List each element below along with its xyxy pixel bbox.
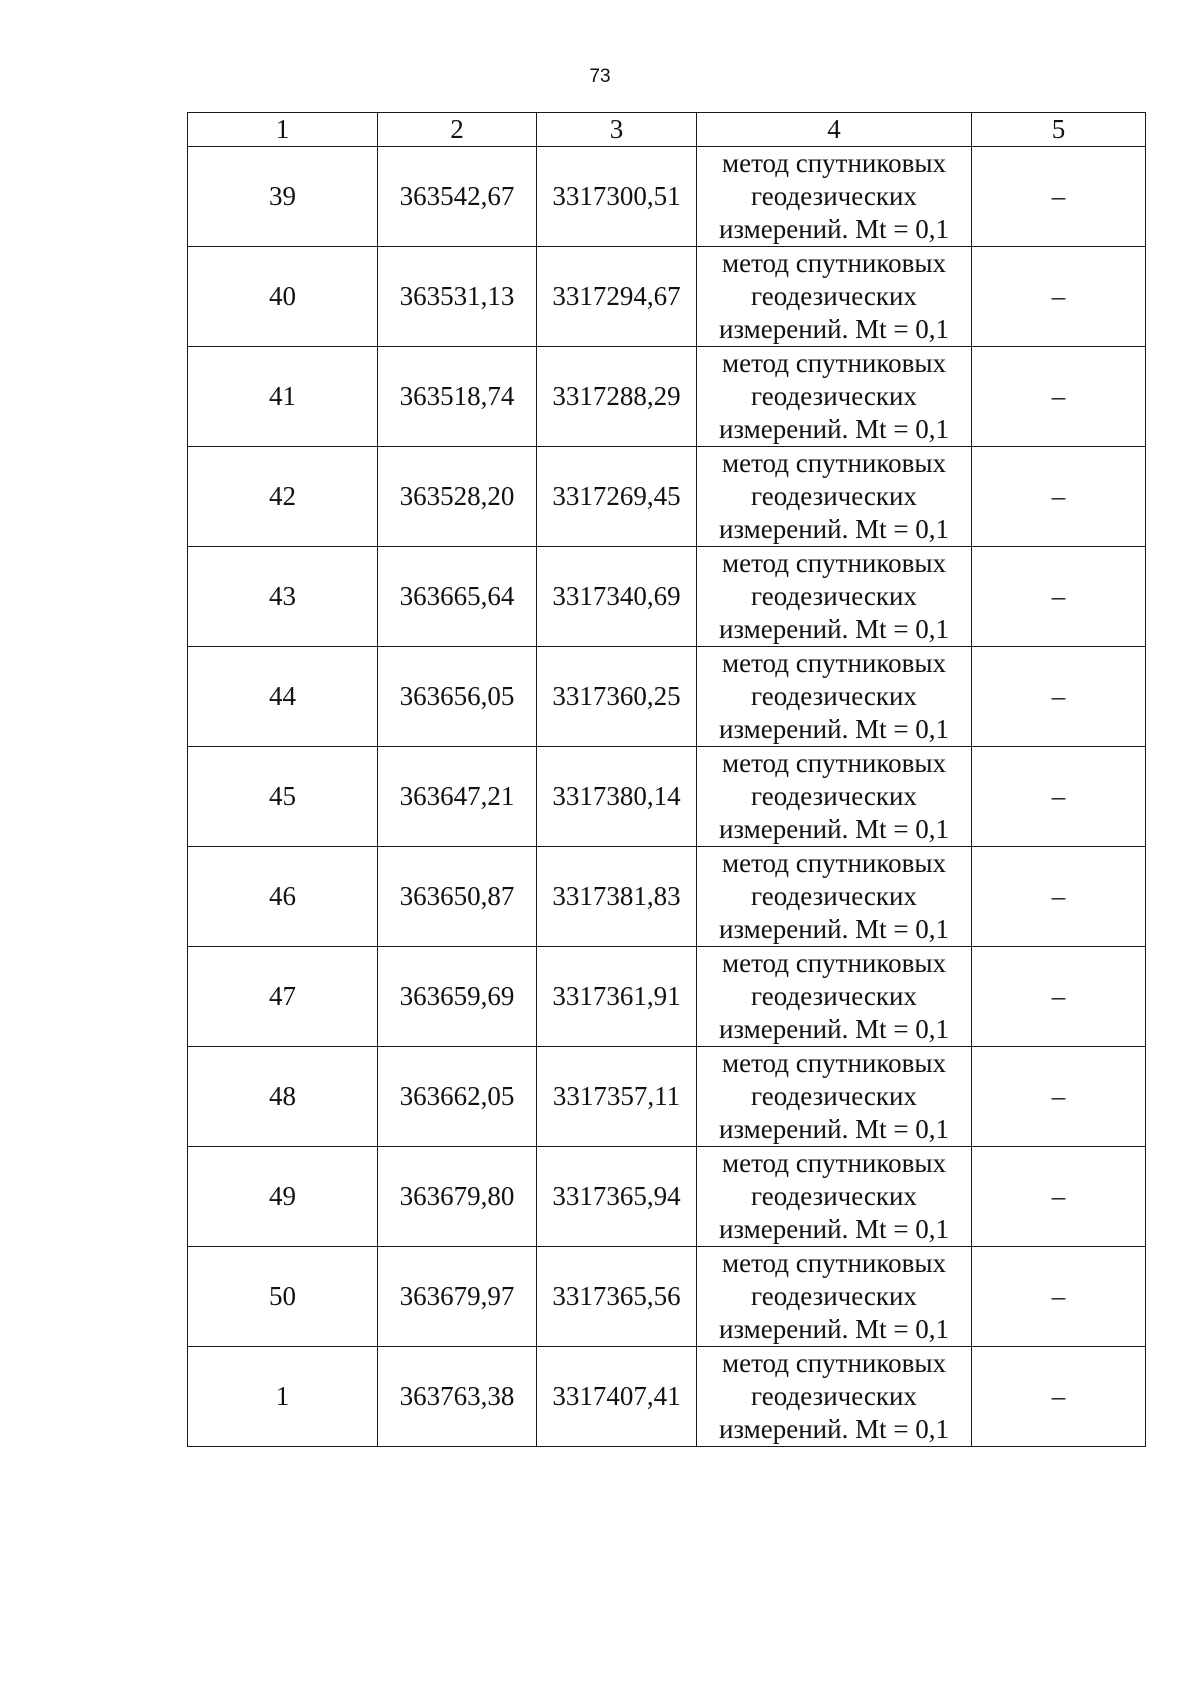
point-number-cell: 46 [188, 847, 378, 947]
method-cell [697, 147, 972, 247]
x-coordinate-cell: 363662,05 [378, 1047, 537, 1147]
table-row [188, 1347, 1146, 1447]
note-cell: – [972, 547, 1146, 647]
method-line: метод спутниковых [722, 248, 946, 278]
method-line: измерений. Mt = 0,1 [718, 1314, 950, 1344]
point-number-cell: 39 [188, 147, 378, 247]
table-row [188, 147, 1146, 247]
method-line: измерений. Mt = 0,1 [718, 314, 950, 344]
note-cell: – [972, 347, 1146, 447]
x-coordinate-cell: 363528,20 [378, 447, 537, 547]
table-row [188, 247, 1146, 347]
table-row [188, 847, 1146, 947]
y-coordinate-cell: 3317380,14 [537, 747, 697, 847]
table-row [188, 1047, 1146, 1147]
method-cell [697, 347, 972, 447]
method-cell [697, 247, 972, 347]
note-cell: – [972, 1247, 1146, 1347]
method-line: геодезических [751, 381, 917, 411]
method-line: геодезических [751, 581, 917, 611]
method-cell [697, 1047, 972, 1147]
method-line: геодезических [751, 1381, 917, 1411]
point-number-cell: 42 [188, 447, 378, 547]
method-line: метод спутниковых [722, 648, 946, 678]
y-coordinate-cell: 3317288,29 [537, 347, 697, 447]
x-coordinate-cell: 363656,05 [378, 647, 537, 747]
note-cell: – [972, 747, 1146, 847]
y-coordinate-cell: 3317381,83 [537, 847, 697, 947]
method-line: геодезических [751, 881, 917, 911]
note-cell: – [972, 1347, 1146, 1447]
method-line: геодезических [751, 481, 917, 511]
method-line: метод спутниковых [722, 948, 946, 978]
x-coordinate-cell: 363531,13 [378, 247, 537, 347]
method-line: геодезических [751, 1281, 917, 1311]
point-number-cell: 1 [188, 1347, 378, 1447]
method-line: измерений. Mt = 0,1 [718, 914, 950, 944]
point-number-cell: 47 [188, 947, 378, 1047]
note-cell: – [972, 147, 1146, 247]
y-coordinate-cell: 3317300,51 [537, 147, 697, 247]
method-cell [697, 1347, 972, 1447]
point-number-cell: 41 [188, 347, 378, 447]
y-coordinate-cell: 3317407,41 [537, 1347, 697, 1447]
column-header-5: 5 [972, 113, 1146, 147]
table-row [188, 1147, 1146, 1247]
column-header-3: 3 [537, 113, 697, 147]
method-line: метод спутниковых [722, 848, 946, 878]
method-line: измерений. Mt = 0,1 [718, 1114, 950, 1144]
table-row [188, 947, 1146, 1047]
method-line: измерений. Mt = 0,1 [718, 1214, 950, 1244]
method-cell [697, 647, 972, 747]
note-cell: – [972, 847, 1146, 947]
column-header-4: 4 [697, 113, 972, 147]
method-line: измерений. Mt = 0,1 [718, 514, 950, 544]
method-line: метод спутниковых [722, 548, 946, 578]
table-row [188, 347, 1146, 447]
point-number-cell: 49 [188, 1147, 378, 1247]
x-coordinate-cell: 363518,74 [378, 347, 537, 447]
note-cell: – [972, 447, 1146, 547]
y-coordinate-cell: 3317340,69 [537, 547, 697, 647]
table-row [188, 747, 1146, 847]
point-number-cell: 43 [188, 547, 378, 647]
method-line: метод спутниковых [722, 148, 946, 178]
column-header-1: 1 [188, 113, 378, 147]
method-cell [697, 947, 972, 1047]
point-number-cell: 50 [188, 1247, 378, 1347]
method-line: метод спутниковых [722, 1248, 946, 1278]
y-coordinate-cell: 3317365,94 [537, 1147, 697, 1247]
method-line: метод спутниковых [722, 348, 946, 378]
x-coordinate-cell: 363659,69 [378, 947, 537, 1047]
method-line: метод спутниковых [722, 1348, 946, 1378]
method-line: метод спутниковых [722, 448, 946, 478]
x-coordinate-cell: 363763,38 [378, 1347, 537, 1447]
x-coordinate-cell: 363650,87 [378, 847, 537, 947]
method-line: геодезических [751, 1081, 917, 1111]
y-coordinate-cell: 3317361,91 [537, 947, 697, 1047]
point-number-cell: 40 [188, 247, 378, 347]
method-line: геодезических [751, 781, 917, 811]
x-coordinate-cell: 363679,97 [378, 1247, 537, 1347]
coordinates-table [187, 112, 1146, 1447]
y-coordinate-cell: 3317365,56 [537, 1247, 697, 1347]
method-line: геодезических [751, 281, 917, 311]
method-cell [697, 547, 972, 647]
method-line: метод спутниковых [722, 748, 946, 778]
column-header-2: 2 [378, 113, 537, 147]
method-cell [697, 1147, 972, 1247]
note-cell: – [972, 647, 1146, 747]
table-row [188, 1247, 1146, 1347]
table-row [188, 647, 1146, 747]
method-line: метод спутниковых [722, 1048, 946, 1078]
note-cell: – [972, 1147, 1146, 1247]
point-number-cell: 44 [188, 647, 378, 747]
table-body [188, 147, 1146, 1447]
method-line: геодезических [751, 681, 917, 711]
method-line: геодезических [751, 1181, 917, 1211]
x-coordinate-cell: 363542,67 [378, 147, 537, 247]
header-row [188, 113, 1146, 147]
y-coordinate-cell: 3317357,11 [537, 1047, 697, 1147]
method-line: измерений. Mt = 0,1 [718, 714, 950, 744]
method-line: метод спутниковых [722, 1148, 946, 1178]
note-cell: – [972, 947, 1146, 1047]
point-number-cell: 45 [188, 747, 378, 847]
x-coordinate-cell: 363647,21 [378, 747, 537, 847]
x-coordinate-cell: 363679,80 [378, 1147, 537, 1247]
y-coordinate-cell: 3317360,25 [537, 647, 697, 747]
y-coordinate-cell: 3317269,45 [537, 447, 697, 547]
method-line: измерений. Mt = 0,1 [718, 614, 950, 644]
method-line: измерений. Mt = 0,1 [718, 1414, 950, 1444]
note-cell: – [972, 247, 1146, 347]
table-row [188, 447, 1146, 547]
method-line: измерений. Mt = 0,1 [718, 814, 950, 844]
page-number: 73 [589, 66, 611, 87]
table-header [188, 113, 1146, 147]
method-line: геодезических [751, 981, 917, 1011]
x-coordinate-cell: 363665,64 [378, 547, 537, 647]
method-cell [697, 447, 972, 547]
method-cell [697, 847, 972, 947]
point-number-cell: 48 [188, 1047, 378, 1147]
note-cell: – [972, 1047, 1146, 1147]
method-cell [697, 1247, 972, 1347]
method-line: геодезических [751, 181, 917, 211]
method-cell [697, 747, 972, 847]
table-row [188, 547, 1146, 647]
method-line: измерений. Mt = 0,1 [718, 214, 950, 244]
method-line: измерений. Mt = 0,1 [718, 1014, 950, 1044]
method-line: измерений. Mt = 0,1 [718, 414, 950, 444]
y-coordinate-cell: 3317294,67 [537, 247, 697, 347]
